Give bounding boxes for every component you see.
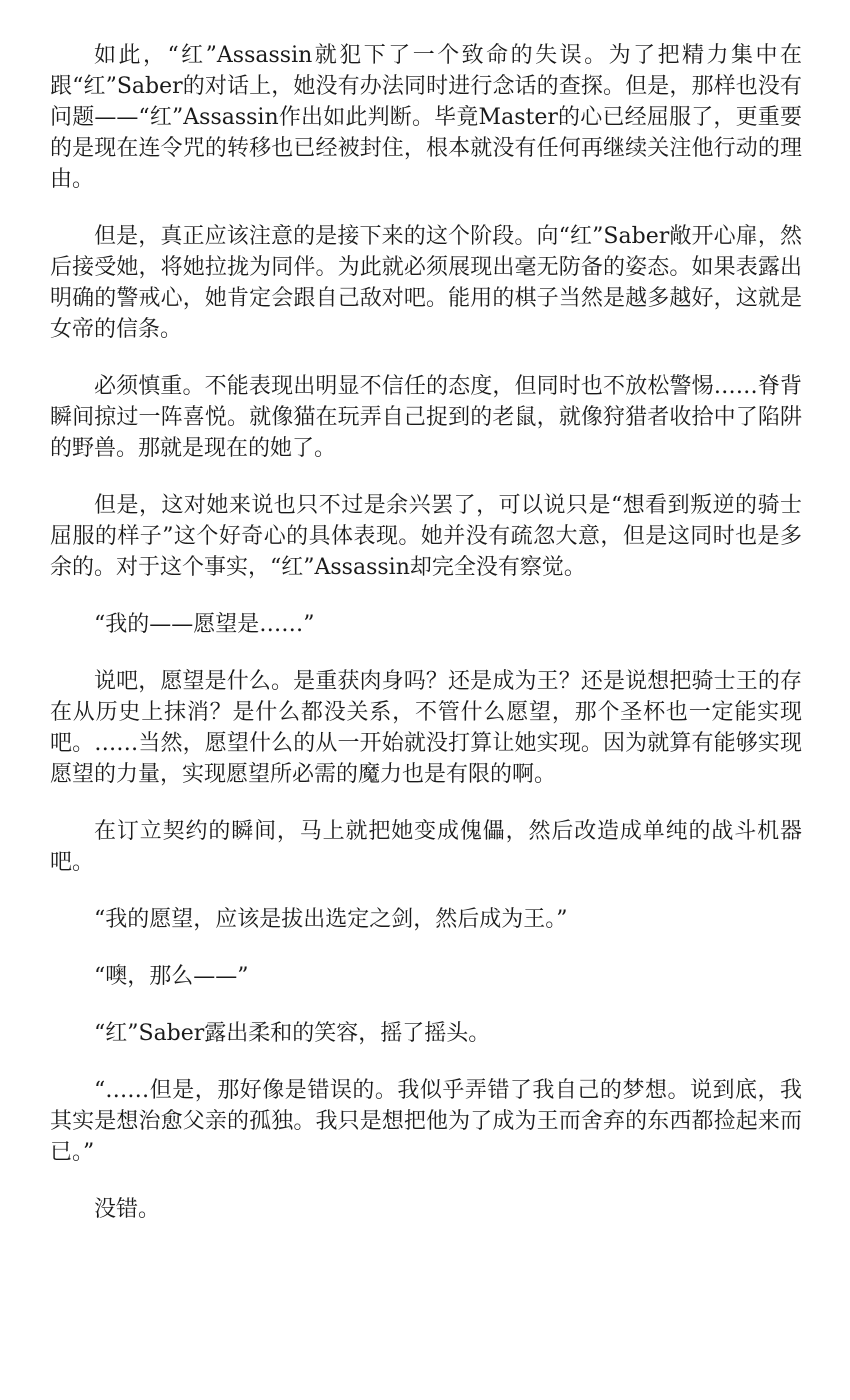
paragraph: 没错。 [94,1197,161,1222]
dialogue-line: “我的——愿望是……” [94,612,315,637]
dialogue-line: “我的愿望，应该是拔出选定之剑，然后成为王。” [94,907,568,932]
paragraph: 但是，真正应该注意的是接下来的这个阶段。向“红”Saber敞开心扉，然后接受她，将她拉拢为同伴。为此就必须展现出毫无防备的姿态。如果表露出明确的警戒心，她肯定会跟自己敌对吧。能用的棋子当然是越多越好，这就是女帝的信条。 [50,224,802,342]
paragraph: 在订立契约的瞬间，马上就把她变成傀儡，然后改造成单纯的战斗机器吧。 [50,819,802,875]
dialogue-line: “噢，那么——” [94,964,249,989]
paragraph: 但是，这对她来说也只不过是余兴罢了，可以说只是“想看到叛逆的骑士屈服的样子”这个好奇心的具体表现。她并没有疏忽大意，但是这同时也是多余的。对于这个事实，“红”Assassin却完全没有察觉。 [50,493,802,580]
paragraph: 必须慎重。不能表现出明显不信任的态度，但同时也不放松警惕……脊背瞬间掠过一阵喜悦。就像猫在玩弄自己捉到的老鼠，就像狩猎者收拾中了陷阱的野兽。那就是现在的她了。 [50,374,802,461]
paragraph: 如此，“红”Assassin就犯下了一个致命的失误。为了把精力集中在跟“红”Saber的对话上，她没有办法同时进行念话的查探。但是，那样也没有问题——“红”Assassin作出如此判断。毕竟Master的心已经屈服了，更重要的是现在连令咒的转移也已经被封住，根本就没有任何再继续关注他行动的理由。 [50,43,802,192]
paragraph: “红”Saber露出柔和的笑容，摇了摇头。 [94,1021,491,1046]
dialogue-line: “……但是，那好像是错误的。我似乎弄错了我自己的梦想。说到底，我其实是想治愈父亲的孤独。我只是想把他为了成为王而舍弃的东西都捡起来而已。” [50,1078,802,1165]
paragraph: 说吧，愿望是什么。是重获肉身吗？还是成为王？还是说想把骑士王的存在从历史上抹消？是什么都没关系，不管什么愿望，那个圣杯也一定能实现吧。……当然，愿望什么的从一开始就没打算让她实现。因为就算有能够实现愿望的力量，实现愿望所必需的魔力也是有限的啊。 [50,669,802,787]
document-body [50,40,802,1251]
